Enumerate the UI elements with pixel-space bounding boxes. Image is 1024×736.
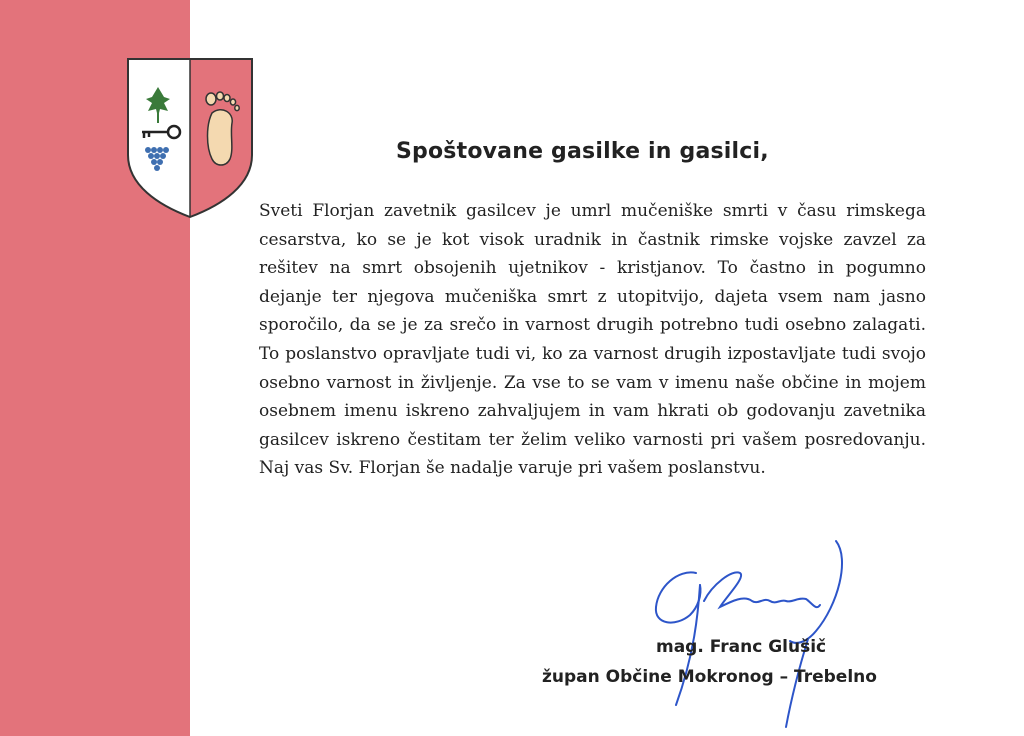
letter-greeting: Spoštovane gasilke in gasilci,	[396, 139, 769, 164]
letter-body: Sveti Florjan zavetnik gasilcev je umrl mučeniške smrti v času rimskega cesarstva, ko se je kot visok uradnik in častnik rimske vojske zavzel za rešitev na smrt obsojenih ujetnikov - kristjanov. To častno in pogumno dejanje ter njegova mučeniška smrt z utopitvijo, dajeta vsem nam jasno sporočilo, da se je za srečo in varnost drugih potrebno tudi osebno zalagati. To poslanstvo opravljate tudi vi, ko za varnost drugih izpostavljate tudi svojo osebno varnost in življenje. Za vse to se vam v imenu naše občine in mojem osebnem imenu iskreno zahvaljujem in vam hkrati ob godovanju zavetnika gasilcev iskreno čestitam ter želim veliko varnosti pri vašem posredovanju. Naj vas Sv. Florjan še nadalje varuje pri vašem poslanstvu.	[259, 201, 926, 479]
signer-name: mag. Franc Glušič	[656, 637, 827, 657]
municipality-coat-of-arms	[122, 55, 258, 221]
handwritten-signature	[640, 535, 860, 735]
signer-role: župan Občine Mokronog – Trebelno	[542, 667, 877, 687]
